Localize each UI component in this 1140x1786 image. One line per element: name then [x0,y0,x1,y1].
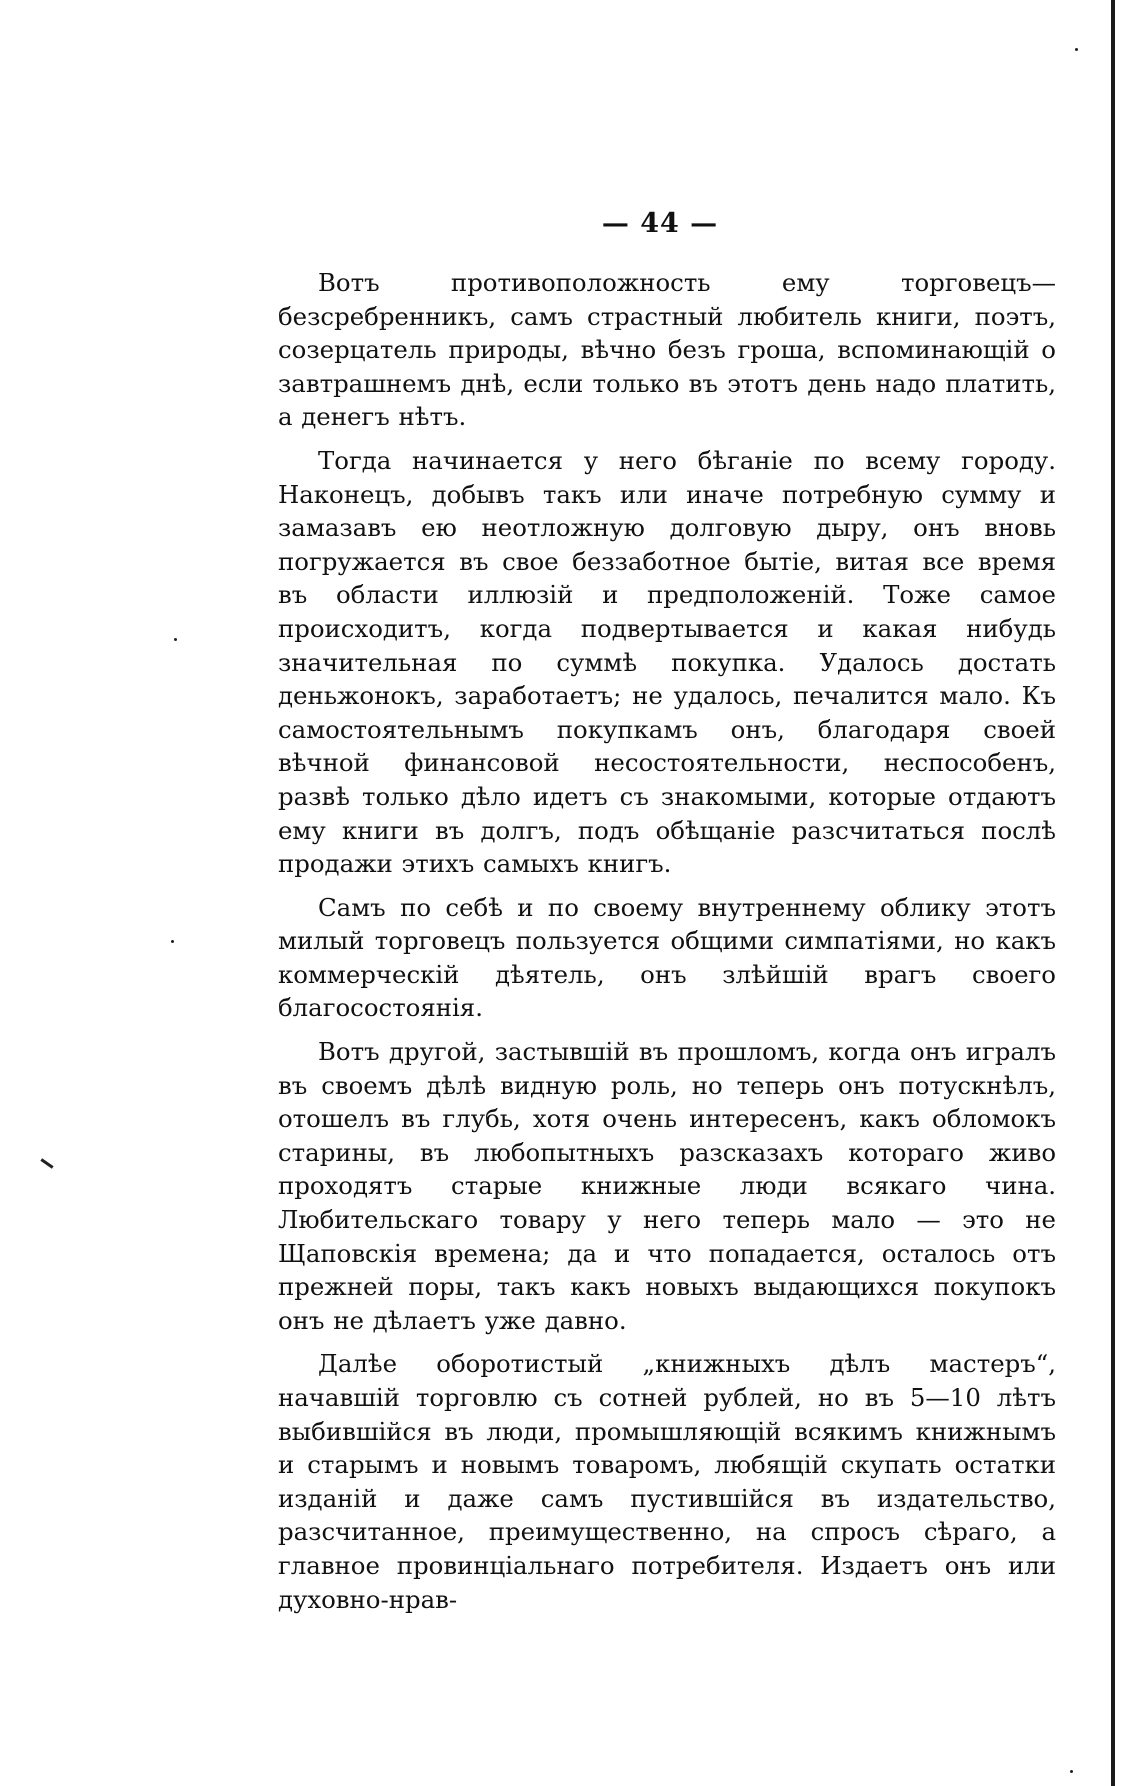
scan-edge-rule [1111,0,1115,1786]
scan-speck [1075,48,1078,51]
paragraph-4: Вотъ другой, застывшій въ прошломъ, когда онъ игралъ въ своемъ дѣлѣ видную роль, но теперь онъ потускнѣлъ, отошелъ въ глубь, хотя очень интересенъ, какъ обломокъ старины, въ любопытныхъ разсказахъ котораго живо проходятъ старые книжные люди всякаго чина. Любительскаго товару у него теперь мало — это не Щаповскія времена; да и что попадается, осталось отъ прежней поры, такъ какъ новыхъ выдающихся покупокъ онъ не дѣлаетъ уже давно. [278,1037,1056,1335]
paragraph-5: Далѣе оборотистый „книжныхъ дѣлъ мастеръ“, начавшій торговлю съ сотней рублей, но въ 5—10 лѣтъ выбившійся въ люди, промышляющій всякимъ книжнымъ и старымъ и новымъ товаромъ, любящій скупать остатки изданій и даже самъ пустившійся въ издательство, разсчитанное, преимущественно, на спросъ сѣраго, а главное провинціальнаго потребителя. Издаетъ онъ или духовно-нрав- [278,1349,1056,1614]
paragraph-2: Тогда начинается у него бѣганіе по всему городу. Наконецъ, добывъ такъ или иначе потребную сумму и замазавъ ею неотложную долговую дыру, онъ вновь погружается въ свое беззаботное бытіе, витая все время въ области иллюзій и предположеній. Тоже самое происходитъ, когда подвертывается и какая нибудь значительная по суммѣ покупка. Удалось достать деньжонокъ, заработаетъ; не удалось, печалится мало. Къ самостоятельнымъ покупкамъ онъ, благодаря своей вѣчной финансовой несостоятельности, неспособенъ, развѣ только дѣло идетъ съ знакомыми, которые отдаютъ ему книги въ долгъ, подъ обѣщаніе разсчитаться послѣ продажи этихъ самыхъ книгъ. [278,445,1056,879]
scan-speck [174,638,177,641]
paragraph-3: Самъ по себѣ и по своему внутреннему облику этотъ милый торговецъ пользуется общими симпатіями, но какъ коммерческій дѣятель, онъ злѣйшій врагъ своего благосостоянія. [278,892,1056,1023]
scan-speck [1070,1770,1073,1773]
page-number: — 44 — [601,208,719,239]
paragraph-1: Вотъ противоположность ему торговецъ—безсребренникъ, самъ страстный любитель книги, поэтъ, созерцатель природы, вѣчно безъ гроша, вспоминающій о завтрашнемъ днѣ, если только въ этотъ день надо платить, а денегъ нѣтъ. [278,268,1056,432]
scan-speck [171,940,174,943]
body-text [278,266,1056,1626]
scan-speck [40,1158,53,1168]
